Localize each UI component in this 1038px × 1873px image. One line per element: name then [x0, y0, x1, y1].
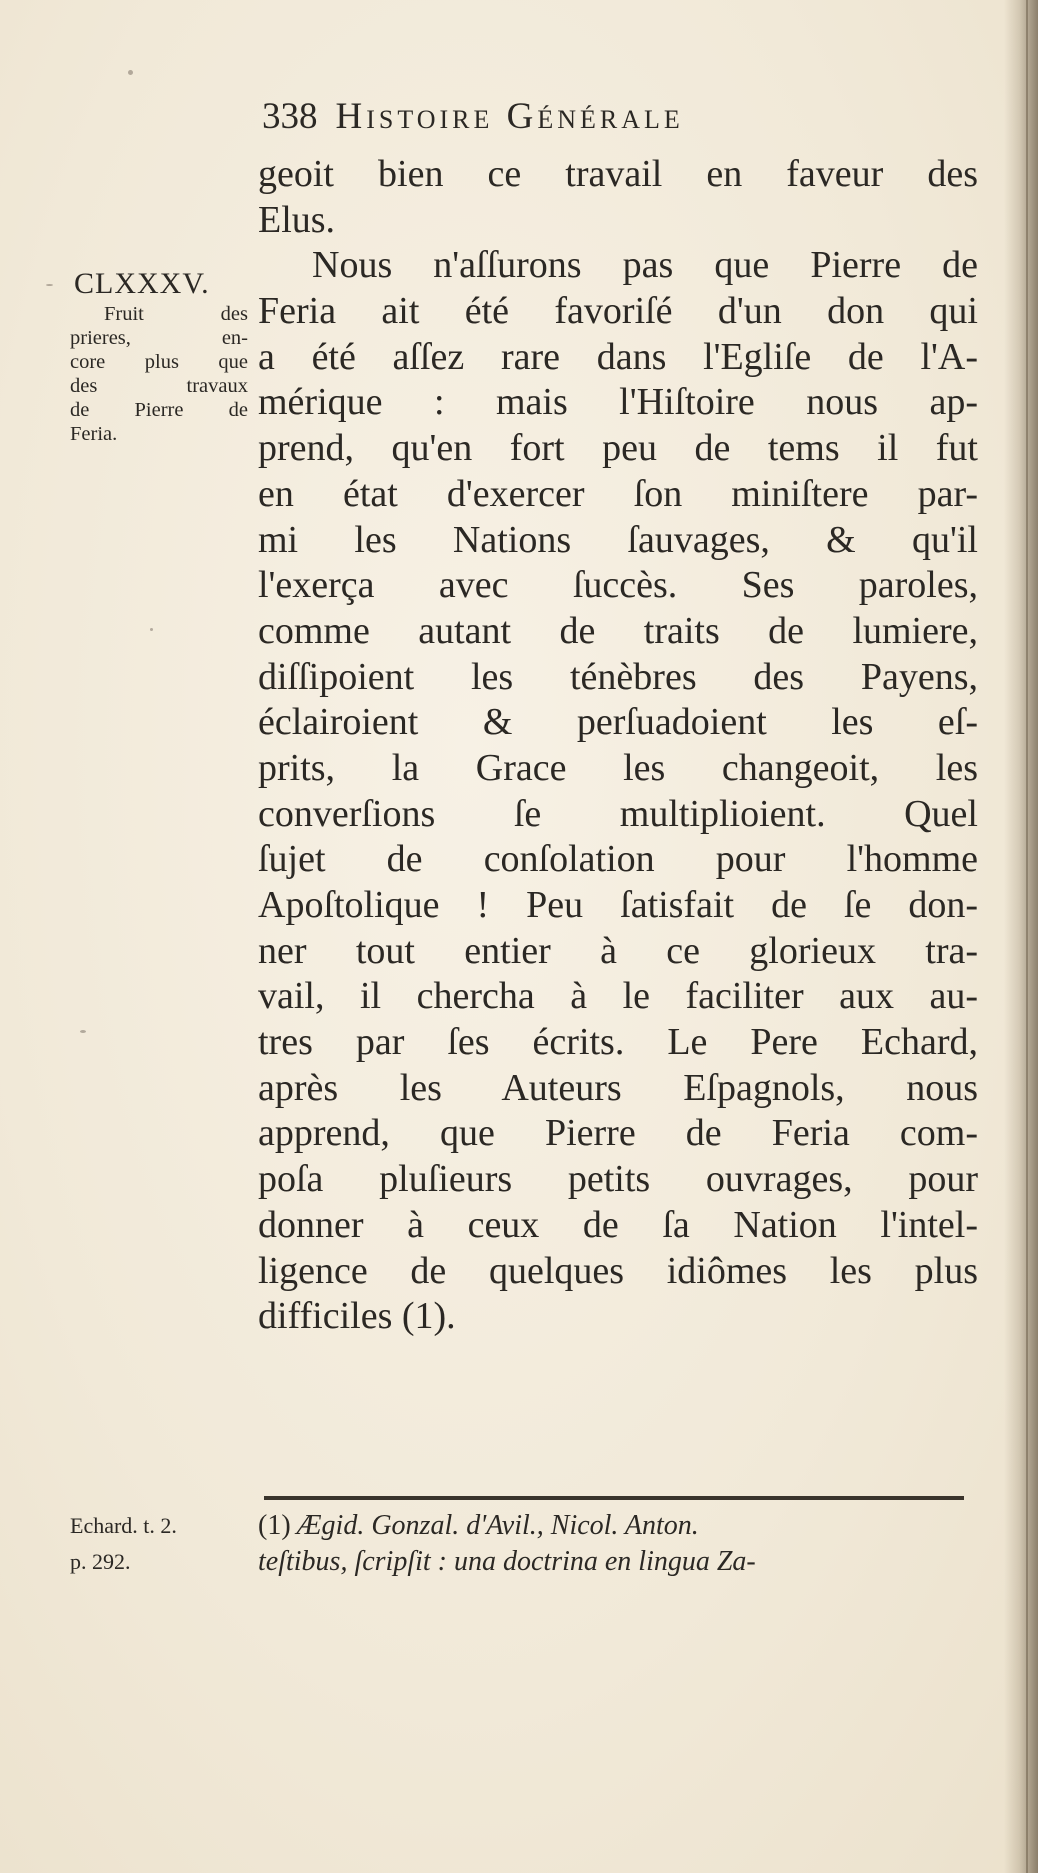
- body-line: a été aſſez rare dans l'Egliſe de l'A-: [258, 335, 978, 378]
- marginal-reference-line: Echard. t. 2.: [70, 1513, 177, 1538]
- body-line: comme autant de traits de lumiere,: [258, 609, 978, 652]
- body-text: [258, 152, 978, 1340]
- body-line: poſa pluſieurs petits ouvrages, pour: [258, 1158, 978, 1201]
- body-line: Nous n'aſſurons pas que Pierre de: [312, 244, 978, 287]
- footnote-rule: [264, 1496, 964, 1500]
- sidenote-line: Feria.: [70, 423, 118, 445]
- footnote-marker: (1): [258, 1510, 291, 1541]
- body-line: mérique : mais l'Hiſtoire nous ap-: [258, 381, 978, 424]
- running-title: Histoire Générale: [335, 96, 684, 137]
- body-line: geoit bien ce travail en faveur des: [258, 153, 978, 195]
- sidenote-line: Fruit des: [104, 303, 248, 325]
- body-line: l'exerça avec ſuccès. Ses paroles,: [258, 564, 978, 607]
- body-line: Feria ait été favoriſé d'un don qui: [258, 290, 978, 333]
- marginal-reference: [70, 1508, 250, 1580]
- body-line: difficiles (1).: [258, 1295, 456, 1338]
- marginal-sidenote: [70, 302, 248, 446]
- body-line: converſions ſe multiplioient. Quel: [258, 792, 978, 835]
- sidenote-line: prieres, en-: [70, 327, 248, 349]
- footnote-line: teſtibus, ſcripſit : una doctrina en lingua Za-: [258, 1546, 756, 1577]
- body-line: en état d'exercer ſon miniſtere par-: [258, 472, 978, 515]
- page-edge-shadow: [1004, 0, 1038, 1873]
- body-line: après les Auteurs Eſpagnols, nous: [258, 1066, 978, 1109]
- body-line: ner tout entier à ce glorieux tra-: [258, 929, 978, 972]
- body-line: mi les Nations ſauvages, & qu'il: [258, 518, 978, 561]
- body-line: éclairoient & perſuadoient les eſ-: [258, 701, 978, 744]
- paper-speck: [46, 284, 53, 286]
- body-line: vail, il chercha à le faciliter aux au-: [258, 975, 978, 1018]
- body-line: prits, la Grace les changeoit, les: [258, 746, 978, 789]
- paper-speck: [150, 628, 153, 631]
- footnote-text: Ægid. Gonzal. d'Avil., Nicol. Anton.: [296, 1510, 699, 1541]
- body-line: Apoſtolique ! Peu ſatisfait de ſe don-: [258, 884, 978, 926]
- page-edge-line: [1026, 0, 1028, 1873]
- marginal-reference-line: p. 292.: [70, 1549, 131, 1574]
- body-line: donner à ceux de ſa Nation l'intel-: [258, 1203, 978, 1246]
- sidenote-line: de Pierre de: [70, 399, 248, 421]
- footnote-line: [258, 1508, 978, 1544]
- running-head: [262, 92, 982, 142]
- body-line: apprend, que Pierre de Feria com-: [258, 1112, 978, 1155]
- sidenote-line: des travaux: [70, 375, 248, 397]
- body-line: diſſipoient les ténèbres des Payens,: [258, 655, 978, 698]
- section-number: CLXXXV.: [74, 267, 210, 300]
- body-line: ſujet de conſolation pour l'homme: [258, 838, 978, 881]
- paper-speck: [80, 1030, 86, 1033]
- sidenote-line: core plus que: [70, 351, 248, 373]
- body-line: Elus.: [258, 198, 336, 241]
- body-line: prend, qu'en fort peu de tems il fut: [258, 427, 978, 470]
- body-line: tres par ſes écrits. Le Pere Echard,: [258, 1021, 978, 1064]
- page-number: 338: [262, 96, 318, 137]
- footnote: [258, 1508, 978, 1580]
- paper-speck: [128, 70, 133, 75]
- body-line: ligence de quelques idiômes les plus: [258, 1249, 978, 1292]
